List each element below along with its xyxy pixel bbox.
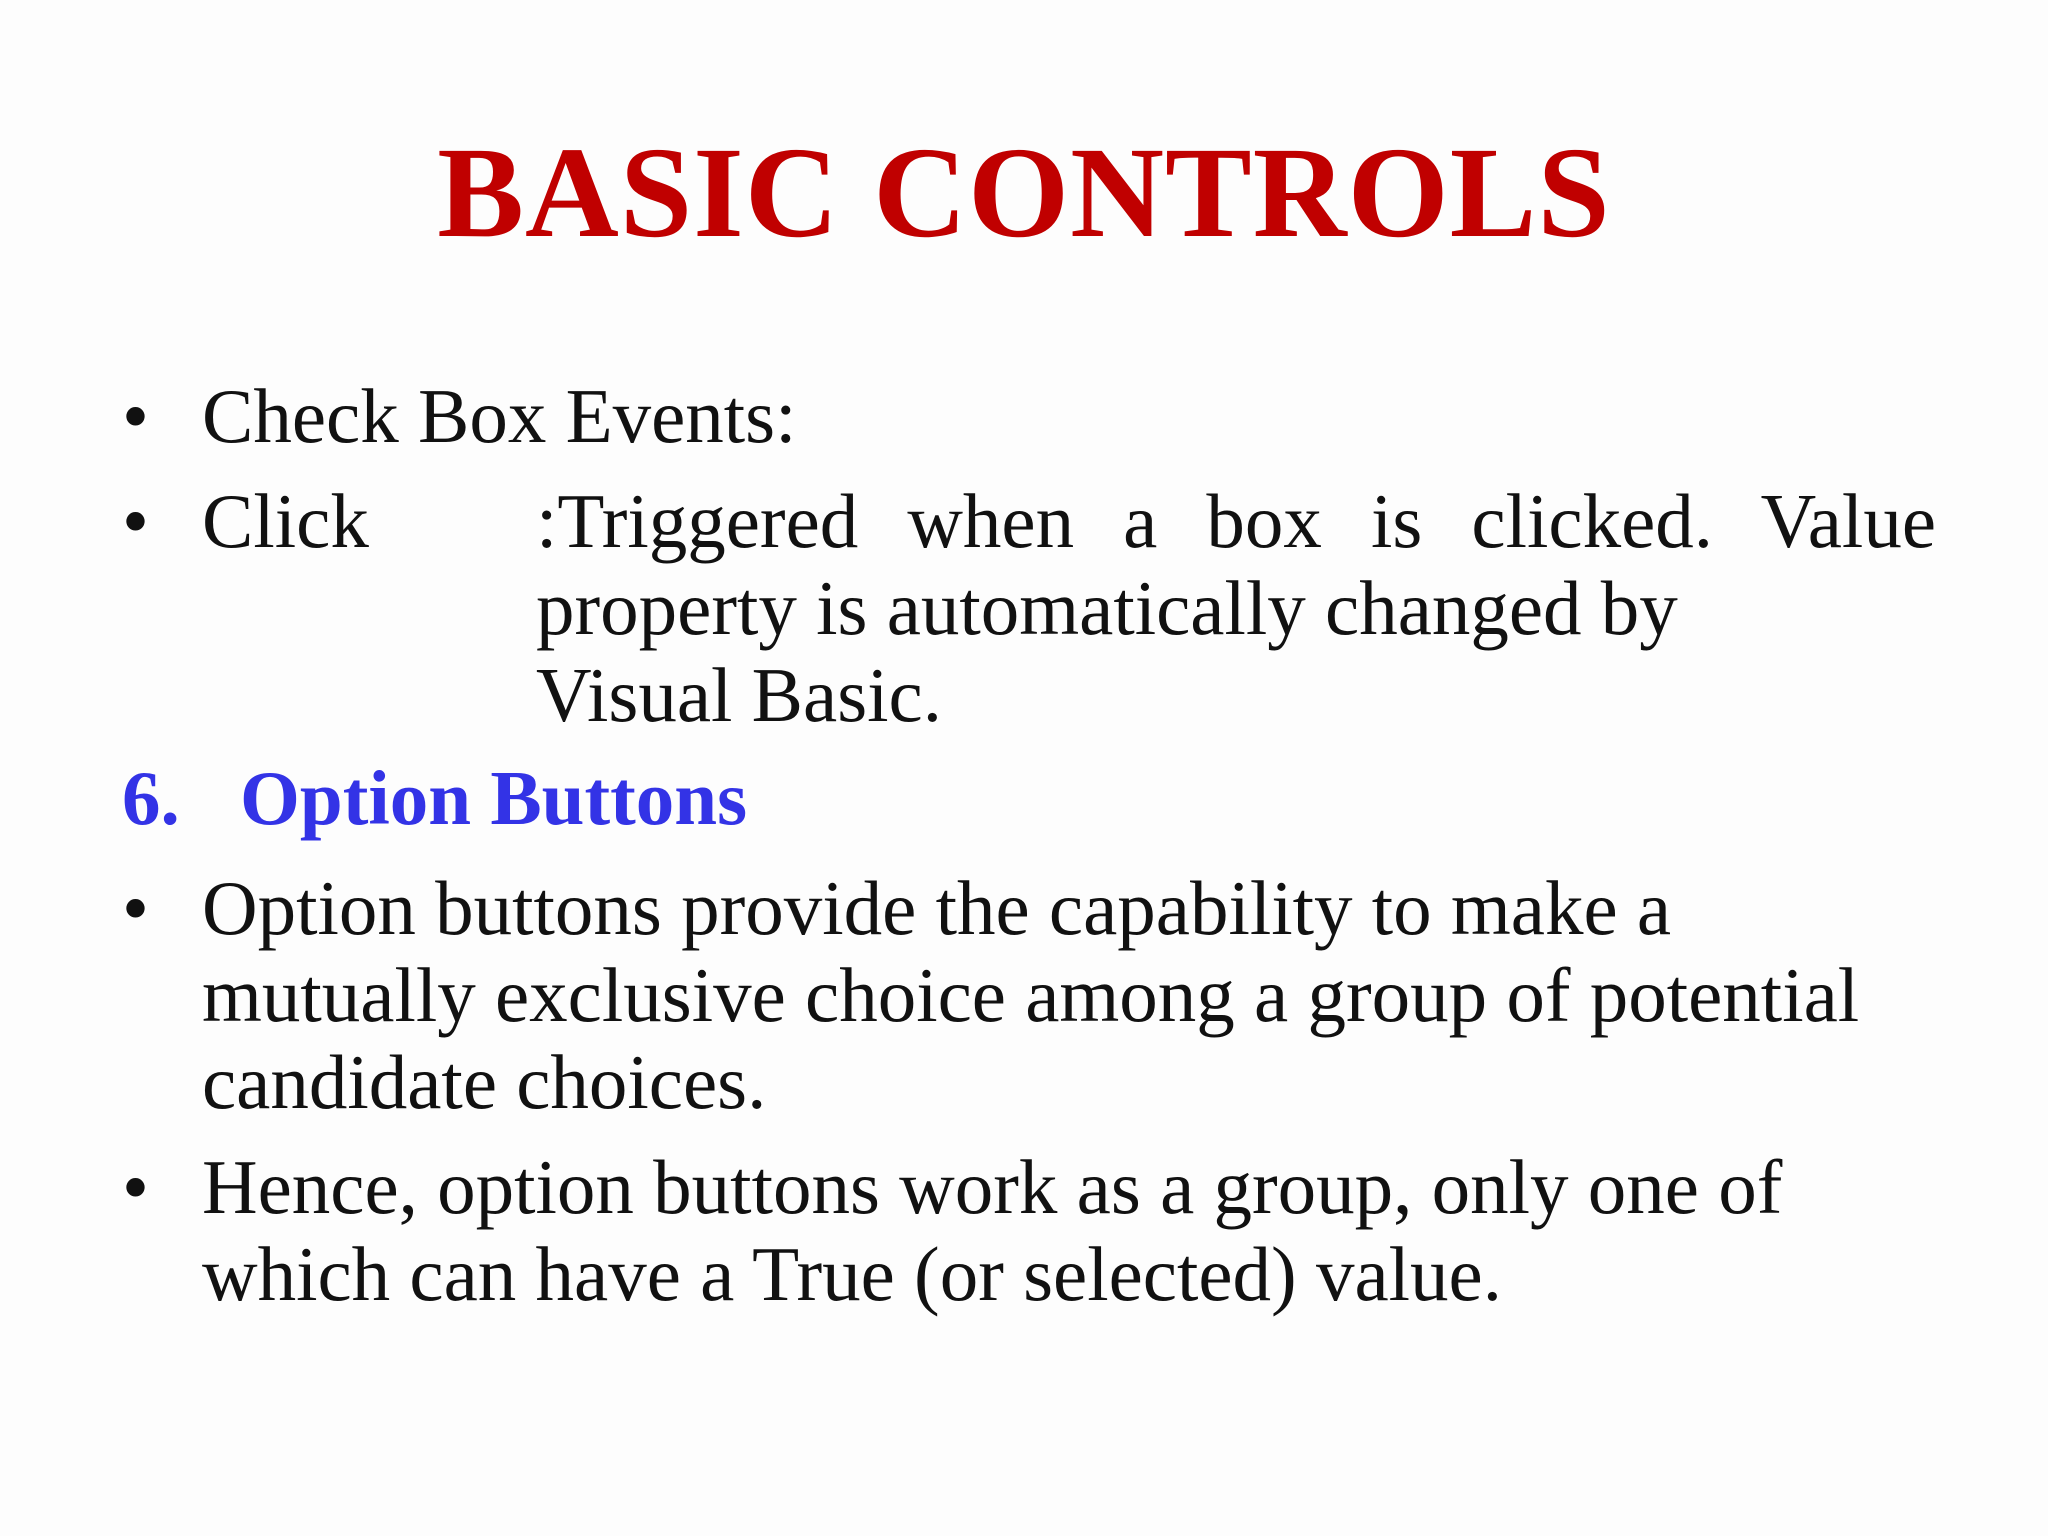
slide-title: BASIC CONTROLS [437, 121, 1611, 265]
option-bullet-2-line-2: which can have a True (or selected) value. [202, 1231, 1502, 1317]
bullet-icon: • [122, 373, 149, 459]
click-definition-line-2: property is automatically changed by [536, 565, 1678, 651]
click-definition-line-1: :Triggered when a box is clicked. Value [536, 478, 1936, 564]
option-bullet-1-line-3: candidate choices. [202, 1039, 767, 1125]
section-number: 6. [122, 755, 180, 841]
section-title: Option Buttons [240, 755, 748, 841]
click-term: Click [202, 478, 369, 564]
bullet-icon: • [122, 865, 149, 951]
bullet-icon: • [122, 1144, 149, 1230]
option-bullet-2-line-1: Hence, option buttons work as a group, only one of [202, 1144, 1783, 1230]
bullet-icon: • [122, 478, 149, 564]
click-definition-line-3: Visual Basic. [536, 652, 942, 738]
option-bullet-1-line-1: Option buttons provide the capability to make a [202, 865, 1672, 951]
check-box-events-label: Check Box Events: [202, 373, 797, 459]
option-bullet-1-line-2: mutually exclusive choice among a group of potential [202, 952, 1860, 1038]
